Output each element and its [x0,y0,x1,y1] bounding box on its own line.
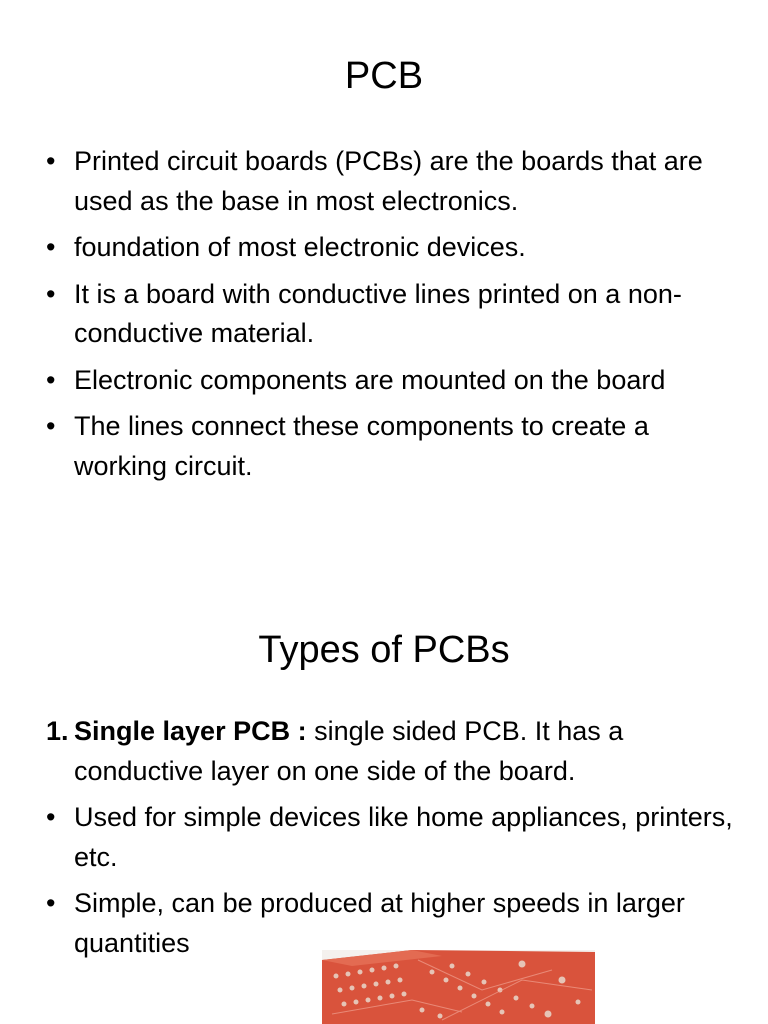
pcb-board-photo [322,950,595,1024]
list-item [46,407,736,486]
slide-title: Types of PCBs [258,629,510,671]
list-item [46,275,736,354]
list-item [46,361,736,401]
item-text: single sided PCB. It has a conductive layer on one side of the board. [74,716,624,786]
bullet-glyph: • [46,232,56,262]
bullet-text: It is a board with conductive lines printed on a non-conductive material. [74,278,682,348]
bullet-text: Printed circuit boards (PCBs) are the boards that are used as the base in most electronics. [74,146,703,216]
bullet-glyph: • [46,802,56,832]
item-lead: Single layer PCB : [74,716,307,746]
bullet-list [46,142,736,493]
types-list [46,712,736,970]
bullet-text: foundation of most electronic devices. [74,232,526,262]
list-item [46,142,736,221]
item-number: 1. [46,716,69,746]
bullet-glyph: • [46,364,56,395]
pcb-board-icon [322,950,595,1024]
slide-title: PCB [344,55,424,97]
numbered-item [46,712,736,791]
bullet-text: The lines connect these components to create a working circuit. [74,411,649,481]
bullet-glyph: • [46,411,56,441]
bullet-glyph: • [46,278,56,309]
bullet-text: Simple, can be produced at higher speeds in larger quantities [74,888,685,958]
list-item [46,798,736,877]
bullet-glyph: • [46,146,56,176]
bullet-text: Electronic components are mounted on the board [74,364,666,395]
bullet-text: Used for simple devices like home appliances, printers, etc. [74,802,733,872]
bullet-glyph: • [46,888,56,918]
list-item [46,228,736,268]
